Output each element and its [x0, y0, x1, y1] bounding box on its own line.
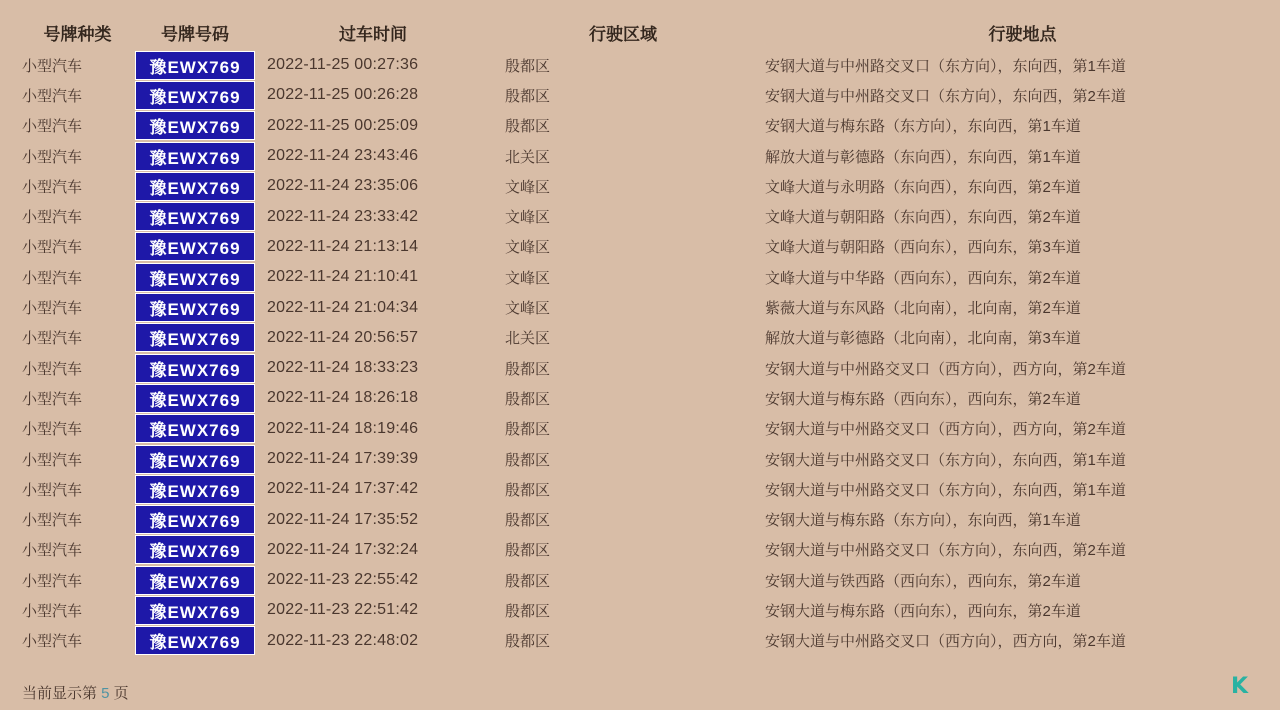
column-header-plate-type: 号牌种类 [43, 24, 112, 44]
district-cell: 殷都区 [505, 481, 551, 499]
plate-type-cell: 小型汽车 [22, 330, 83, 348]
location-cell: 安钢大道与中州路交叉口（东方向），东向西，第1车道 [765, 481, 1126, 499]
plate-number-cell [135, 323, 255, 353]
plate-number-cell [135, 232, 255, 262]
district-cell: 殷都区 [505, 421, 551, 439]
pass-time-cell: 2022-11-24 17:32:24 [267, 540, 419, 558]
pass-time-cell: 2022-11-24 17:35:52 [267, 510, 419, 528]
district-cell: 文峰区 [505, 209, 551, 227]
location-cell: 安钢大道与梅东路（东方向），东向西，第1车道 [765, 512, 1081, 530]
location-cell: 安钢大道与梅东路（西向东），西向东，第2车道 [765, 390, 1081, 408]
plate-number-cell [135, 262, 255, 292]
location-cell: 安钢大道与中州路交叉口（东方向），东向西，第1车道 [765, 451, 1126, 469]
table-row [0, 626, 1280, 656]
plate-type-cell: 小型汽车 [22, 512, 83, 530]
district-cell: 文峰区 [505, 269, 551, 287]
k-watermark-logo: K [1231, 674, 1249, 699]
district-cell: 文峰区 [505, 178, 551, 196]
plate-type-cell: 小型汽车 [22, 390, 83, 408]
plate-number-cell [135, 80, 255, 110]
location-cell: 文峰大道与朝阳路（东向西），东向西，第2车道 [765, 209, 1081, 227]
table-row [0, 535, 1280, 565]
plate-number-badge[interactable]: 豫EWX769 [135, 232, 255, 261]
plate-type-cell: 小型汽车 [22, 269, 83, 287]
pass-time-cell: 2022-11-23 22:51:42 [267, 601, 419, 619]
plate-type-cell: 小型汽车 [22, 633, 83, 651]
plate-number-cell [135, 626, 255, 656]
pass-time-cell: 2022-11-24 18:19:46 [267, 419, 419, 437]
plate-type-cell: 小型汽车 [22, 360, 83, 378]
district-cell: 殷都区 [505, 451, 551, 469]
location-cell: 安钢大道与铁西路（西向东），西向东，第2车道 [765, 572, 1081, 590]
column-header-location: 行驶地点 [988, 24, 1057, 44]
column-header-plate-number: 号牌号码 [161, 24, 229, 44]
plate-number-badge[interactable]: 豫EWX769 [135, 142, 255, 171]
district-cell: 殷都区 [505, 390, 551, 408]
district-cell: 殷都区 [505, 542, 551, 560]
plate-number-cell [135, 383, 255, 413]
district-cell: 殷都区 [505, 633, 551, 651]
plate-number-badge[interactable]: 豫EWX769 [135, 354, 255, 383]
district-cell: 北关区 [505, 148, 551, 166]
plate-number-cell [135, 414, 255, 444]
location-cell: 安钢大道与中州路交叉口（西方向），西方向，第2车道 [765, 421, 1126, 439]
plate-number-cell [135, 444, 255, 474]
location-cell: 安钢大道与中州路交叉口（东方向），东向西，第2车道 [765, 87, 1126, 105]
location-cell: 文峰大道与中华路（西向东），西向东，第2车道 [765, 269, 1081, 287]
table-row [0, 111, 1280, 141]
table-row [0, 292, 1280, 322]
page-status-prefix: 当前显示第 [22, 685, 102, 702]
location-cell: 安钢大道与中州路交叉口（西方向），西方向，第2车道 [765, 633, 1126, 651]
plate-number-cell [135, 292, 255, 322]
plate-number-badge[interactable]: 豫EWX769 [135, 535, 255, 564]
table-row [0, 595, 1280, 625]
plate-number-badge[interactable]: 豫EWX769 [135, 384, 255, 413]
plate-number-badge[interactable]: 豫EWX769 [135, 293, 255, 322]
location-cell: 文峰大道与永明路（东向西），东向西，第2车道 [765, 178, 1081, 196]
district-cell: 殷都区 [505, 118, 551, 136]
plate-number-cell [135, 141, 255, 171]
plate-number-badge[interactable]: 豫EWX769 [135, 505, 255, 534]
plate-type-cell: 小型汽车 [22, 118, 83, 136]
district-cell: 殷都区 [505, 360, 551, 378]
location-cell: 解放大道与彰德路（东向西），东向西，第1车道 [765, 148, 1081, 166]
plate-number-badge[interactable]: 豫EWX769 [135, 414, 255, 443]
plate-number-cell [135, 201, 255, 231]
location-cell: 安钢大道与梅东路（西向东），西向东，第2车道 [765, 602, 1081, 620]
table-row [0, 262, 1280, 292]
table-row [0, 474, 1280, 504]
plate-number-badge[interactable]: 豫EWX769 [135, 202, 255, 231]
plate-number-badge[interactable]: 豫EWX769 [135, 596, 255, 625]
district-cell: 文峰区 [505, 239, 551, 257]
plate-type-cell: 小型汽车 [22, 481, 83, 499]
district-cell: 殷都区 [505, 512, 551, 530]
plate-number-cell [135, 565, 255, 595]
plate-number-badge[interactable]: 豫EWX769 [135, 626, 255, 655]
plate-number-badge[interactable]: 豫EWX769 [135, 111, 255, 140]
table-row [0, 201, 1280, 231]
table-row [0, 504, 1280, 534]
pass-time-cell: 2022-11-25 00:25:09 [267, 116, 419, 134]
page-status-suffix: 页 [109, 685, 129, 702]
current-page-number: 5 [101, 685, 110, 702]
table-row [0, 444, 1280, 474]
plate-number-cell [135, 50, 255, 80]
table-row [0, 141, 1280, 171]
plate-type-cell: 小型汽车 [22, 602, 83, 620]
pass-time-cell: 2022-11-24 21:04:34 [267, 298, 419, 316]
column-header-pass-time: 过车时间 [339, 24, 407, 44]
district-cell: 北关区 [505, 330, 551, 348]
plate-type-cell: 小型汽车 [22, 300, 83, 318]
plate-number-cell [135, 535, 255, 565]
location-cell: 安钢大道与中州路交叉口（东方向），东向西，第1车道 [765, 57, 1126, 75]
column-header-district: 行驶区域 [589, 24, 657, 44]
table-header-row [0, 14, 1280, 50]
plate-type-cell: 小型汽车 [22, 209, 83, 227]
table-body [0, 50, 1280, 656]
pass-time-cell: 2022-11-24 21:10:41 [267, 268, 419, 286]
location-cell: 安钢大道与梅东路（东方向），东向西，第1车道 [765, 118, 1081, 136]
plate-type-cell: 小型汽车 [22, 57, 83, 75]
district-cell: 殷都区 [505, 57, 551, 75]
table-row [0, 383, 1280, 413]
page-status [22, 682, 129, 703]
pass-time-cell: 2022-11-24 17:39:39 [267, 450, 419, 467]
pass-time-cell: 2022-11-24 21:13:14 [267, 237, 419, 255]
pass-time-cell: 2022-11-23 22:48:02 [267, 631, 419, 649]
pass-time-cell: 2022-11-23 22:55:42 [267, 571, 419, 589]
plate-number-badge[interactable]: 豫EWX769 [135, 566, 255, 595]
plate-number-badge[interactable]: 豫EWX769 [135, 323, 255, 352]
pass-time-cell: 2022-11-24 23:43:46 [267, 147, 419, 165]
plate-type-cell: 小型汽车 [22, 572, 83, 590]
vehicle-records-table [0, 14, 1280, 656]
plate-number-cell [135, 111, 255, 141]
plate-number-badge[interactable]: 豫EWX769 [135, 475, 255, 504]
location-cell: 安钢大道与中州路交叉口（西方向），西方向，第2车道 [765, 360, 1126, 378]
location-cell: 安钢大道与中州路交叉口（东方向），东向西，第2车道 [765, 542, 1126, 560]
plate-number-badge[interactable]: 豫EWX769 [135, 81, 255, 110]
table-row [0, 565, 1280, 595]
plate-type-cell: 小型汽车 [22, 148, 83, 166]
district-cell: 殷都区 [505, 87, 551, 105]
pass-time-cell: 2022-11-24 18:26:18 [267, 389, 419, 407]
pass-time-cell: 2022-11-24 20:56:57 [267, 328, 419, 346]
table-row [0, 171, 1280, 201]
pass-time-cell: 2022-11-24 23:35:06 [267, 177, 419, 195]
location-cell: 解放大道与彰德路（北向南），北向南，第3车道 [765, 330, 1081, 348]
pass-time-cell: 2022-11-24 17:37:42 [267, 480, 419, 498]
location-cell: 文峰大道与朝阳路（西向东），西向东，第3车道 [765, 239, 1081, 257]
pass-time-cell: 2022-11-25 00:26:28 [267, 86, 419, 104]
table-row [0, 323, 1280, 353]
table-row [0, 232, 1280, 262]
plate-number-cell [135, 595, 255, 625]
plate-type-cell: 小型汽车 [22, 239, 83, 257]
pass-time-cell: 2022-11-25 00:27:36 [267, 56, 419, 74]
district-cell: 文峰区 [505, 300, 551, 318]
plate-type-cell: 小型汽车 [22, 451, 83, 469]
table-row [0, 414, 1280, 444]
plate-number-cell [135, 504, 255, 534]
plate-number-cell [135, 353, 255, 383]
district-cell: 殷都区 [505, 602, 551, 620]
traffic-records-page [0, 14, 1280, 710]
plate-type-cell: 小型汽车 [22, 87, 83, 105]
plate-type-cell: 小型汽车 [22, 178, 83, 196]
plate-number-badge[interactable]: 豫EWX769 [135, 263, 255, 292]
table-row [0, 353, 1280, 383]
plate-type-cell: 小型汽车 [22, 542, 83, 560]
table-row [0, 50, 1280, 80]
district-cell: 殷都区 [505, 572, 551, 590]
plate-number-badge[interactable]: 豫EWX769 [135, 172, 255, 201]
plate-number-badge[interactable]: 豫EWX769 [135, 445, 255, 474]
table-header [0, 14, 1280, 50]
plate-type-cell: 小型汽车 [22, 421, 83, 439]
plate-number-cell [135, 474, 255, 504]
pass-time-cell: 2022-11-24 23:33:42 [267, 207, 419, 225]
plate-number-cell [135, 171, 255, 201]
table-row [0, 80, 1280, 110]
location-cell: 紫薇大道与东风路（北向南），北向南，第2车道 [765, 300, 1081, 318]
pass-time-cell: 2022-11-24 18:33:23 [267, 359, 419, 377]
plate-number-badge[interactable]: 豫EWX769 [135, 51, 255, 80]
